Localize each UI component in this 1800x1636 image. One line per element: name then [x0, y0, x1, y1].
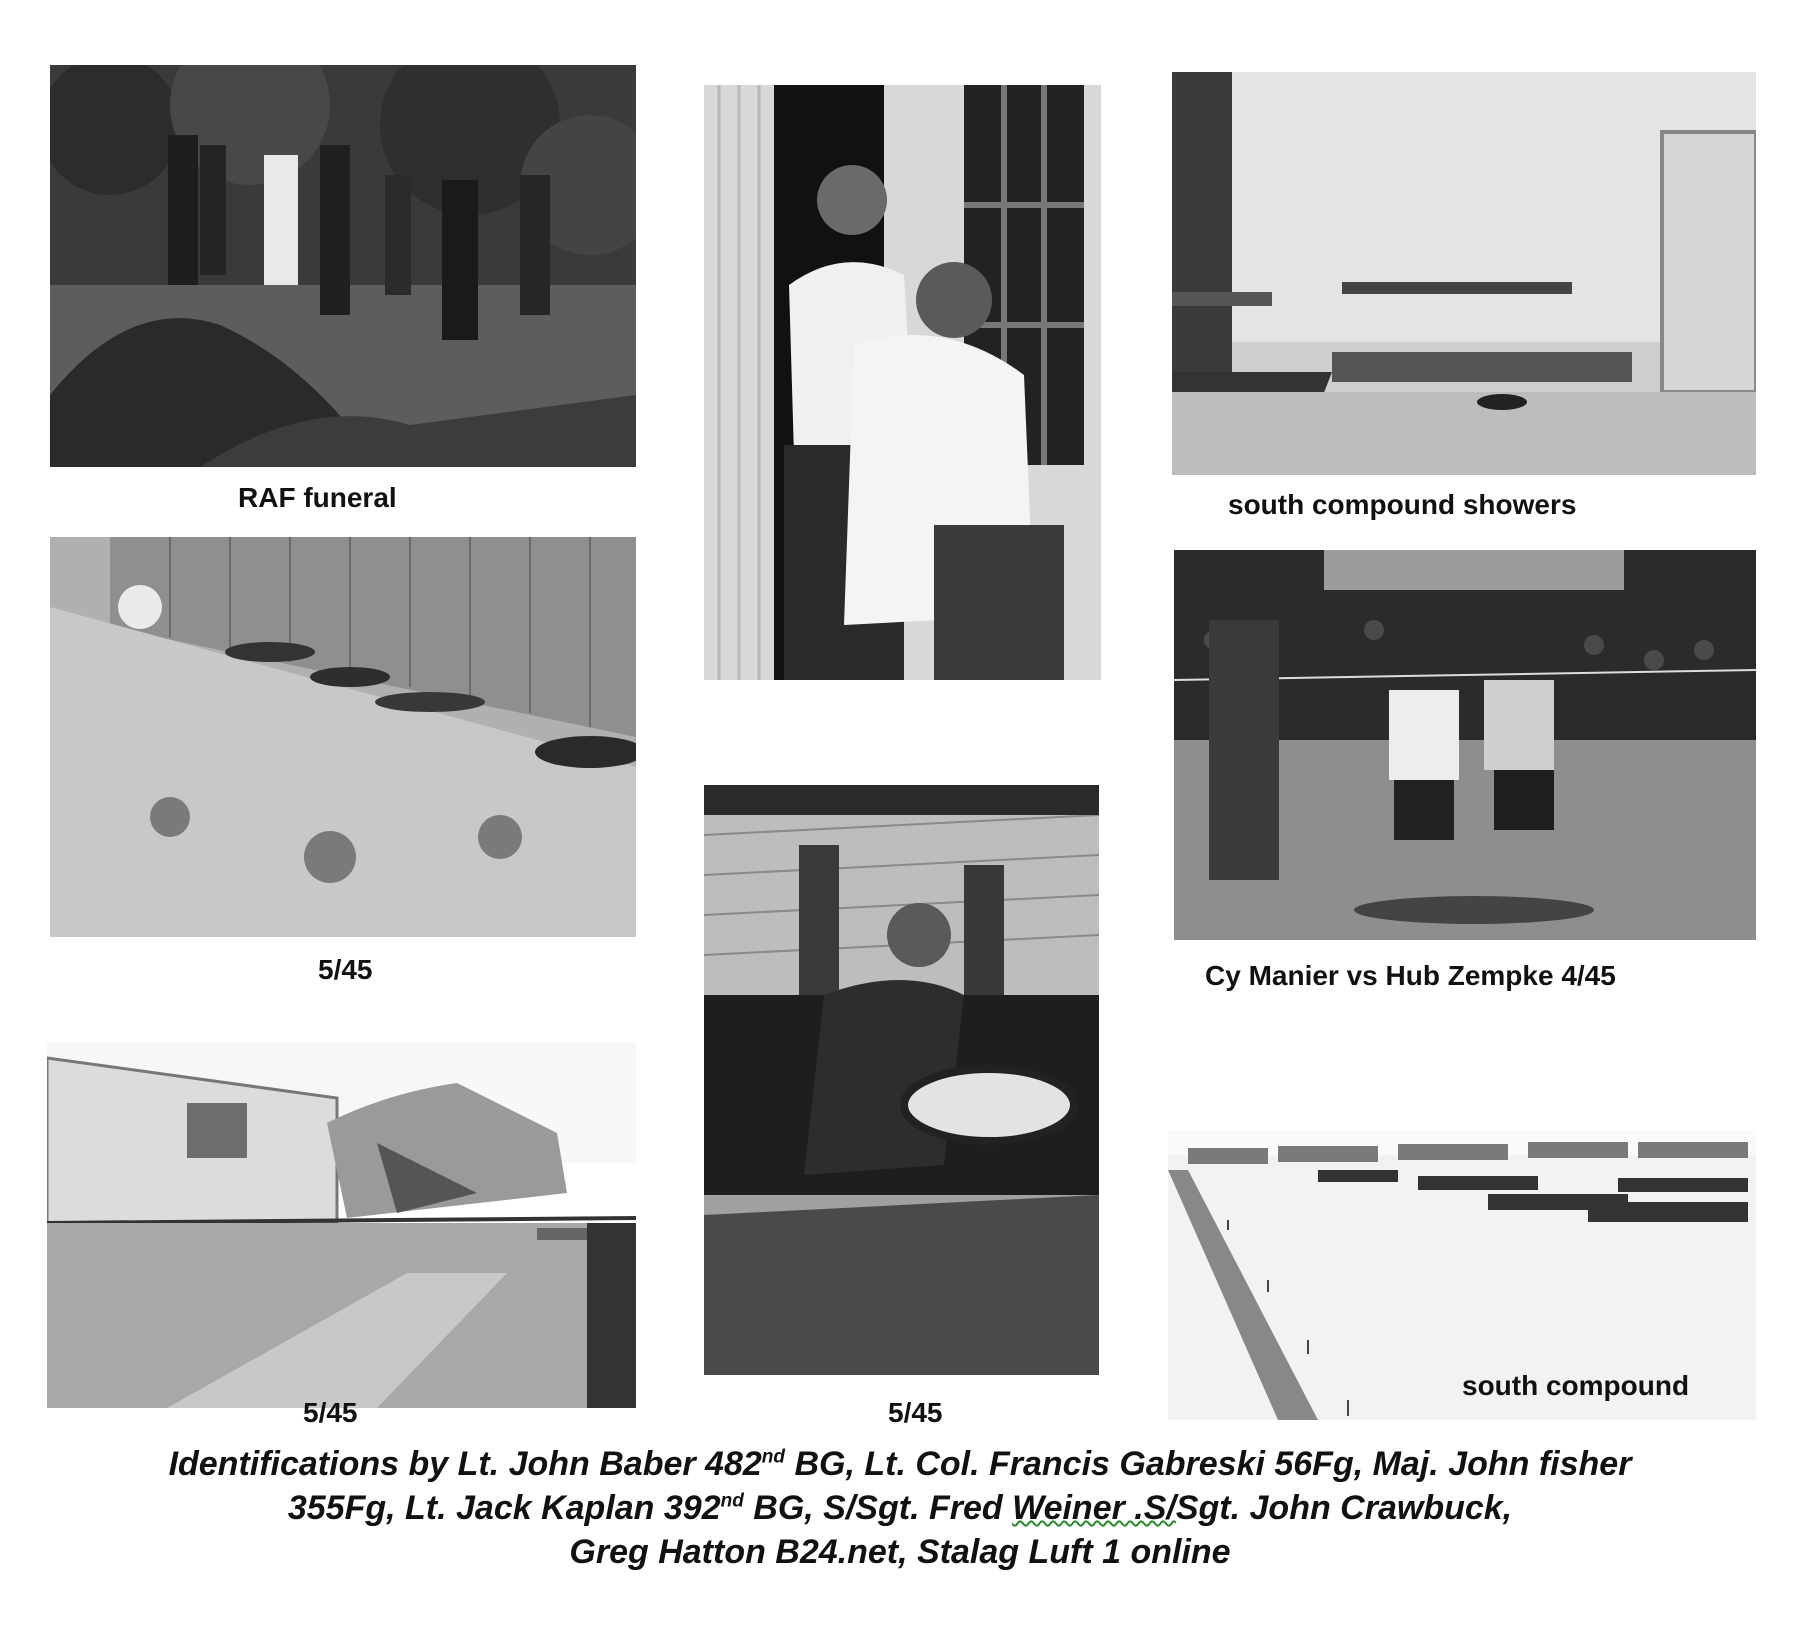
photo-raf-funeral	[50, 65, 636, 467]
photo-boxing	[1174, 550, 1756, 940]
credits-text: BG, Lt. Col. Francis Gabreski 56Fg, Maj. John fisher	[785, 1445, 1632, 1483]
caption-showers: south compound showers	[1228, 489, 1577, 520]
photo-showers	[1172, 72, 1756, 475]
credits-line-2	[0, 1486, 1800, 1530]
caption-raf-funeral: RAF funeral	[238, 482, 397, 513]
caption-collapsed-barracks: 5/45	[303, 1397, 358, 1428]
caption-boxing: Cy Manier vs Hub Zempke 4/45	[1205, 960, 1616, 991]
credits-line-3: Greg Hatton B24.net, Stalag Luft 1 online	[569, 1533, 1231, 1571]
photo-barber	[704, 85, 1101, 680]
collapsed-barracks-image	[47, 1043, 636, 1408]
caption-fence: 5/45	[318, 954, 373, 985]
credits-text: Sgt. John Crawbuck,	[1175, 1489, 1513, 1527]
photo-collapsed-barracks	[47, 1043, 636, 1408]
spellcheck-underlined-text: Weiner .S/	[1012, 1489, 1176, 1527]
identification-credits	[0, 1442, 1800, 1574]
fence-image	[50, 537, 636, 937]
caption-washing: 5/45	[888, 1397, 943, 1428]
photo-fence	[50, 537, 636, 937]
showers-image	[1172, 72, 1756, 475]
raf-funeral-image	[50, 65, 636, 467]
credits-text: 355Fg, Lt. Jack Kaplan 392	[287, 1489, 721, 1527]
credits-text: Identifications by Lt. John Baber 482	[168, 1445, 762, 1483]
credits-superscript: nd	[720, 1490, 744, 1512]
credits-line-1	[0, 1442, 1800, 1486]
credits-text: BG, S/Sgt. Fred	[743, 1489, 1013, 1527]
washing-image	[704, 785, 1099, 1375]
boxing-image	[1174, 550, 1756, 940]
credits-superscript: nd	[761, 1446, 786, 1468]
photo-washing	[704, 785, 1099, 1375]
barber-image	[704, 85, 1101, 680]
caption-roll-call: south compound	[1462, 1370, 1690, 1401]
